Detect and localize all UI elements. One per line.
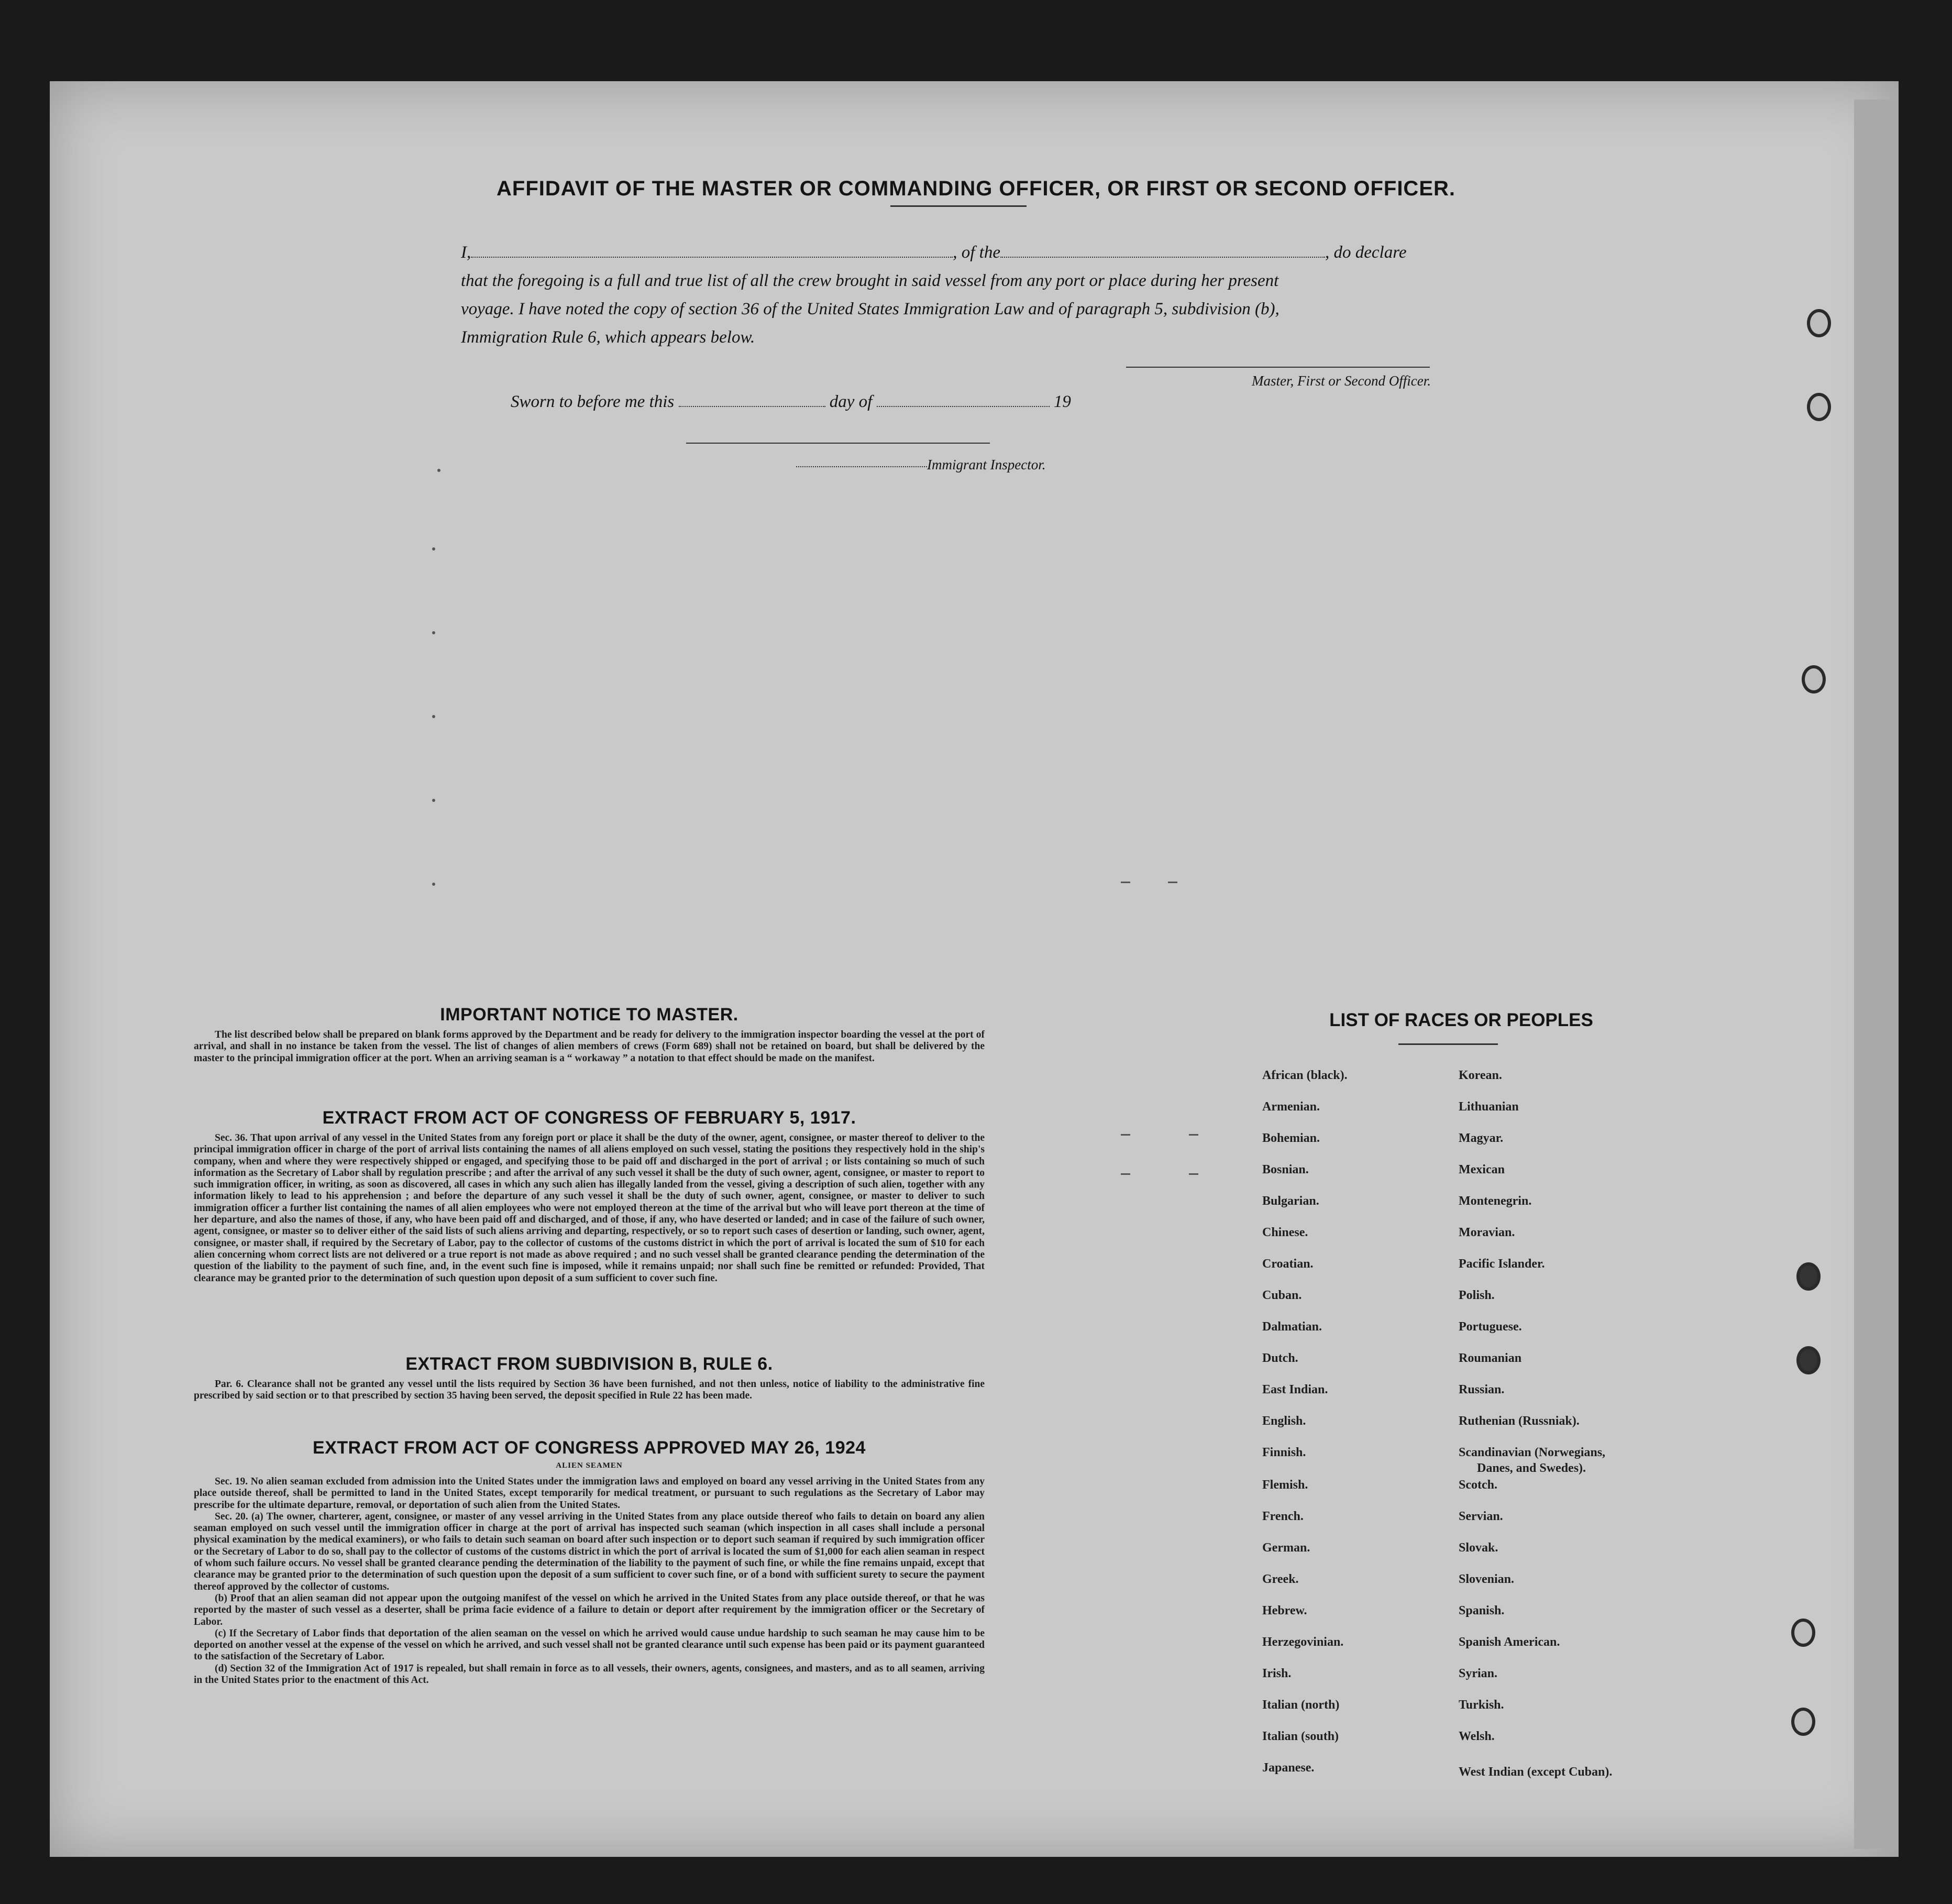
affidavit-line3: voyage. I have noted the copy of section 36 of the United States Immigration Law and of paragraph 5, subdivision (b),: [461, 300, 1280, 318]
race-item: Syrian.: [1459, 1667, 1498, 1680]
title-rule: [890, 205, 1027, 207]
inspector-dotted-line: [796, 466, 927, 467]
race-item: Bulgarian.: [1262, 1194, 1319, 1208]
race-item: Italian (south): [1262, 1730, 1339, 1743]
race-item: Montenegrin.: [1459, 1194, 1532, 1208]
affidavit-of-the: , of the: [953, 243, 1000, 262]
race-item: Magyar.: [1459, 1131, 1504, 1145]
inspector-signature-line[interactable]: [686, 443, 990, 444]
extract-1917-title: EXTRACT FROM ACT OF CONGRESS OF FEBRUARY 5, 1917.: [322, 1108, 856, 1128]
race-item: Scandinavian (Norwegians,: [1459, 1446, 1606, 1459]
extract-1924-paragraph: Sec. 20. (a) The owner, charterer, agent, consignee, or master of any vessel arriving in the United States from any place outside thereof who fails to detain on board any alien seaman employed on such vessel until the immigration officer in charge at the port of arrival has inspected such seaman (which inspection in all cases shall include a personal physical examination by the medical examiners), or who fails to detain such seaman on board after such inspection or to deport such seaman if required by such immigration officer or the Secretary of Labor to do so, shall pay to the collector of customs of the customs district in which the port of arrival is located the sum of $1,000 for each alien seaman in respect of whom such failure occurs. No vessel shall be granted clearance pending the determination of the liability to the payment of such fine, or while the fine remains unpaid, except that clearance may be granted prior to the determination of such question upon the deposit of a sum sufficient to cover such fine, or of a bond with sufficient surety to secure the payment thereof approved by the collector of customs.: [194, 1511, 985, 1592]
affidavit-line2: that the foregoing is a full and true list of all the crew brought in said vessel from any port or place during her present: [461, 271, 1279, 290]
race-item: Japanese.: [1262, 1761, 1315, 1775]
race-item: Herzegovinian.: [1262, 1635, 1344, 1649]
race-item: Mexican: [1459, 1163, 1505, 1176]
race-item: Italian (north): [1262, 1698, 1340, 1712]
race-item: Roumanian: [1459, 1351, 1522, 1365]
binder-hole: [1802, 665, 1826, 694]
race-item: Cuban.: [1262, 1289, 1302, 1302]
race-item: West Indian (except Cuban).: [1459, 1765, 1613, 1779]
race-item: Slovak.: [1459, 1541, 1498, 1555]
binder-hole: [1807, 393, 1831, 421]
race-item: Polish.: [1459, 1289, 1495, 1302]
race-item: English.: [1262, 1414, 1306, 1428]
race-item: Dutch.: [1262, 1351, 1298, 1365]
binder-hole: [1796, 1346, 1821, 1374]
race-item: Lithuanian: [1459, 1100, 1519, 1114]
extract-1924-paragraph: (c) If the Secretary of Labor finds that deportation of the alien seaman on the vessel on which he arrived would cause undue hardship to such seaman he may cause him to be deported on another vessel at the expense of the vessel on which he arrived, and such vessel shall not be granted clearance until such expense has been paid or its payment guaranteed to the satisfaction of the Secretary of Labor.: [194, 1627, 985, 1663]
race-item: Bosnian.: [1262, 1163, 1309, 1176]
sworn-day: day of: [829, 392, 873, 411]
affidavit-i: I,: [461, 243, 471, 262]
races-title: LIST OF RACES OR PEOPLES: [1329, 1010, 1593, 1030]
affidavit-line1: [461, 238, 1477, 267]
sworn-month-field[interactable]: [877, 406, 1050, 407]
race-item: Welsh.: [1459, 1730, 1495, 1743]
race-item: East Indian.: [1262, 1383, 1328, 1396]
sworn-year: 19: [1053, 392, 1071, 411]
race-item: Moravian.: [1459, 1226, 1515, 1239]
extract-1924-paragraph: (b) Proof that an alien seaman did not appear upon the outgoing manifest of the vessel on which he arrived in the United States from any place outside thereof, or that he was reported by the master of such vessel as a deserter, shall be prima facie evidence of a failure to detain or deport after requirement by the immigration officer or the Secretary of Labor.: [194, 1592, 985, 1627]
extract-1924-subtitle: ALIEN SEAMEN: [556, 1461, 623, 1470]
race-item: Danes, and Swedes).: [1477, 1461, 1586, 1475]
race-item: Hebrew.: [1262, 1604, 1307, 1617]
affidavit-line4: Immigration Rule 6, which appears below.: [461, 328, 755, 347]
races-title-rule: [1398, 1043, 1498, 1045]
race-item: Finnish.: [1262, 1446, 1306, 1459]
race-item: Spanish American.: [1459, 1635, 1560, 1649]
race-item: German.: [1262, 1541, 1310, 1555]
sworn-prefix: Sworn to before me this: [511, 392, 675, 411]
race-item: Spanish.: [1459, 1604, 1505, 1617]
race-item: Portuguese.: [1459, 1320, 1522, 1334]
extract-1924-title: EXTRACT FROM ACT OF CONGRESS APPROVED MAY 26, 1924: [313, 1438, 866, 1458]
sheet-edge: [1854, 100, 1899, 1849]
notice-title: IMPORTANT NOTICE TO MASTER.: [440, 1005, 738, 1025]
vessel-field[interactable]: [1000, 257, 1325, 258]
name-field[interactable]: [471, 257, 953, 258]
race-item: Armenian.: [1262, 1100, 1320, 1114]
race-item: Russian.: [1459, 1383, 1505, 1396]
master-caption: Master, First or Second Officer.: [1252, 373, 1431, 389]
race-item: Bohemian.: [1262, 1131, 1320, 1145]
race-item: Croatian.: [1262, 1257, 1314, 1271]
sworn-line: [511, 388, 1192, 416]
extract-1924-body: [194, 1476, 985, 1686]
race-item: Ruthenian (Russniak).: [1459, 1414, 1580, 1428]
race-item: Korean.: [1459, 1069, 1502, 1082]
affidavit-title: AFFIDAVIT OF THE MASTER OR COMMANDING OFFICER, OR FIRST OR SECOND OFFICER.: [497, 177, 1455, 200]
race-item: Flemish.: [1262, 1478, 1308, 1492]
extract-rule6-text: Par. 6. Clearance shall not be granted any vessel until the lists required by Section 36 have been furnished, and not then unless, notice of liability to the administrative fine prescribed by said section or to that prescribed by section 35 having been served, the deposit specified in Rule 22 has been made.: [194, 1379, 985, 1402]
notice-text: The list described below shall be prepared on blank forms approved by the Department and be ready for delivery to the immigration inspector boarding the vessel at the port of arrival, and shall in no instance be taken from the vessel. The list of changes of alien members of crews (Form 689) shall not be retained on board, but shall be delivered by the master to the principal immigration officer at the port. When an arriving seaman is a “ workaway ” a notation to that effect should be made on the manifest.: [194, 1029, 985, 1064]
race-item: Servian.: [1459, 1510, 1503, 1523]
master-signature-line[interactable]: [1126, 367, 1430, 368]
extract-rule6-title: EXTRACT FROM SUBDIVISION B, RULE 6.: [405, 1354, 773, 1374]
race-item: Slovenian.: [1459, 1572, 1515, 1586]
race-item: Scotch.: [1459, 1478, 1497, 1492]
extract-1924-paragraph: Sec. 19. No alien seaman excluded from admission into the United States under the immigration laws and employed on board any vessel arriving in the United States from any place outside thereof, shall be permitted to land in the United States, except temporarily for medical treatment, or pursuant to such regulations as the Secretary of Labor may prescribe for the ultimate departure, removal, or deportation of such alien from the United States.: [194, 1476, 985, 1511]
binder-hole: [1807, 309, 1831, 337]
extract-1917-text: Sec. 36. That upon arrival of any vessel in the United States from any foreign port or place it shall be the duty of the owner, agent, consignee, or master thereof to deliver to the principal immigration officer in charge of the port of arrival lists containing the names of all aliens employed on such vessel, stating the positions they respectively hold in the ship's company, when and where they were respectively shipped or engaged, and specifying those to be paid off and discharged in the port of arrival ; or lists containing so much of such information as the Secretary of Labor shall by regulation prescribe ; and after the arrival of any such vessel it shall be the duty of such owner, agent, consignee, or master to report to such immigration officer, in writing, as soon as discovered, all cases in which any such alien has illegally landed from the vessel, giving a description of such alien, together with any information likely to lead to his apprehension ; and before the departure of any such vessel it shall be the duty of such owner, agent, consignee, or master to deliver to such immigration officer a further list containing the names of all alien employees who were not employed thereon at the time of the arrival but who will leave port thereon at the time of her departure, and also the names of those, if any, who have been paid off and discharged, and of those, if any, who have deserted or landed; and in case of the failure of such owner, agent, consignee, or master so to deliver either of the said lists of such aliens arriving and departing, respectively, or so to report such cases of desertion or landing, such owner, agent, consignee, or master shall, if required by the Secretary of Labor, pay to the collector of customs of the customs district in which the port of arrival is located the sum of $10 for each alien concerning whom correct lists are not delivered or a true report is not made as above required ; and no such vessel shall be granted clearance pending the determination of the question of the liability to the payment of such fine, and, in the event such fine is imposed, while it remains unpaid; nor shall such fine be remitted or refunded: Provided, That clearance may be granted prior to the determination of such question upon deposit of a sum sufficient to cover such fine.: [194, 1132, 985, 1284]
affidavit-declare: , do declare: [1325, 243, 1407, 262]
binder-hole: [1791, 1708, 1815, 1736]
race-item: Dalmatian.: [1262, 1320, 1322, 1334]
race-item: Greek.: [1262, 1572, 1299, 1586]
binder-hole: [1796, 1262, 1821, 1291]
race-item: French.: [1262, 1510, 1304, 1523]
race-item: Irish.: [1262, 1667, 1292, 1680]
sworn-date-field[interactable]: [679, 406, 825, 407]
race-item: Turkish.: [1459, 1698, 1504, 1712]
extract-1924-paragraph: (d) Section 32 of the Immigration Act of 1917 is repealed, but shall remain in force as to all vessels, their owners, agents, consignees, and masters, and as to all seamen, arriving in the United States prior to the enactment of this Act.: [194, 1663, 985, 1686]
race-item: Pacific Islander.: [1459, 1257, 1545, 1271]
binder-hole: [1791, 1619, 1815, 1647]
race-item: Chinese.: [1262, 1226, 1308, 1239]
inspector-caption: Immigrant Inspector.: [927, 457, 1046, 472]
race-item: African (black).: [1262, 1069, 1348, 1082]
